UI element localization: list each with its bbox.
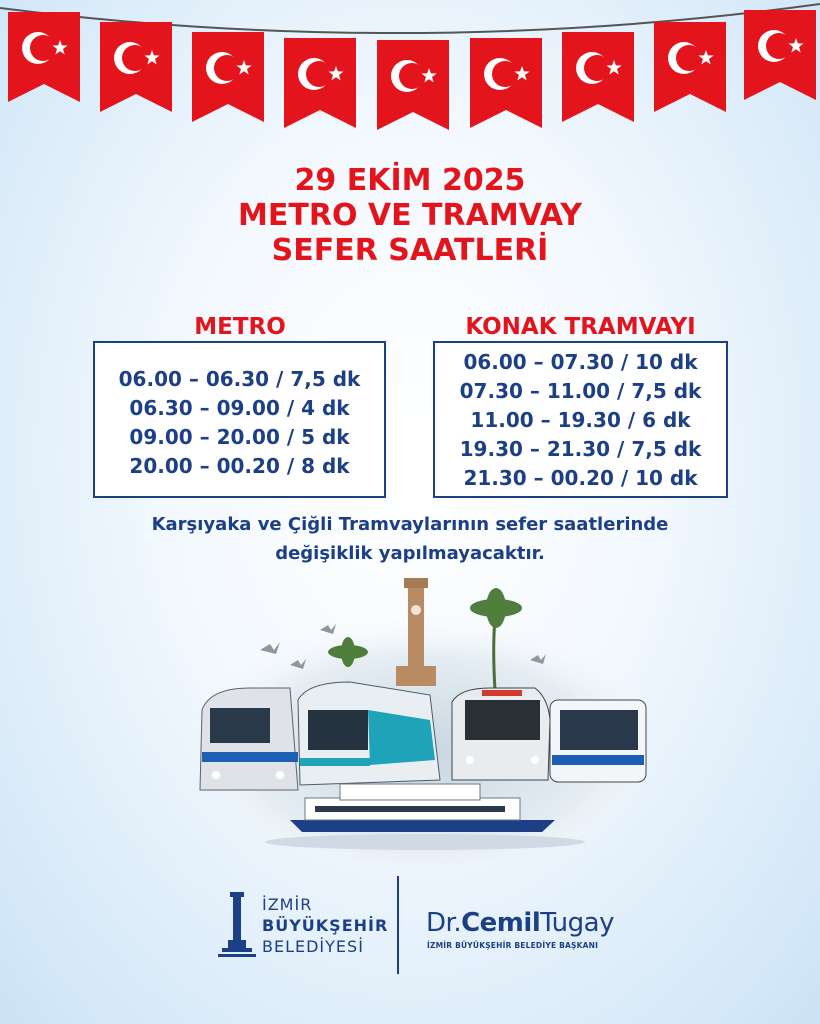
tram-row: 11.00 – 19.30 / 6 dk bbox=[470, 408, 691, 432]
turkish-flag-icon bbox=[470, 38, 542, 128]
tram-schedule-box bbox=[433, 341, 728, 498]
municipality-line-2: BÜYÜKŞEHİR bbox=[262, 916, 389, 935]
turkish-flag-icon bbox=[192, 32, 264, 122]
metro-row: 09.00 – 20.00 / 5 dk bbox=[129, 425, 350, 449]
municipality-name bbox=[262, 894, 388, 957]
turkish-flag-icon bbox=[100, 22, 172, 112]
title-line-2: METRO VE TRAMVAY bbox=[238, 198, 582, 233]
metro-train-icon bbox=[200, 688, 298, 790]
title-line-3: SEFER SAATLERİ bbox=[271, 233, 549, 268]
turkish-flag-icon bbox=[744, 10, 816, 100]
tram-icon bbox=[298, 682, 440, 785]
turkish-flag-icon bbox=[8, 12, 80, 102]
bus-icon bbox=[550, 700, 646, 782]
title-date: 29 EKİM 2025 bbox=[294, 163, 526, 198]
turkish-flag-icon bbox=[654, 22, 726, 112]
transit-illustration bbox=[190, 570, 650, 870]
flag-bunting bbox=[0, 0, 820, 140]
turkish-flag-icon bbox=[284, 38, 356, 128]
mayor-name bbox=[426, 908, 614, 938]
tram-row: 06.00 – 07.30 / 10 dk bbox=[463, 350, 698, 374]
metro-schedule-box bbox=[93, 341, 386, 498]
tram-row: 07.30 – 11.00 / 7,5 dk bbox=[459, 379, 702, 403]
mayor-title: İZMİR BÜYÜKŞEHİR BELEDİYE BAŞKANI bbox=[427, 941, 599, 950]
izmir-clock-tower-logo bbox=[218, 890, 256, 962]
izban-train-icon bbox=[452, 688, 550, 780]
tram-row: 19.30 – 21.30 / 7,5 dk bbox=[459, 437, 702, 461]
mayor-first-name: Cemil bbox=[461, 908, 541, 938]
tram-row: 21.30 – 00.20 / 10 dk bbox=[463, 466, 698, 490]
footer-divider bbox=[397, 876, 399, 974]
municipality-line-1: İZMİR bbox=[262, 895, 313, 914]
turkish-flag-icon bbox=[377, 40, 449, 130]
note-line-2: değişiklik yapılmayacaktır. bbox=[275, 543, 545, 564]
metro-heading: METRO bbox=[194, 314, 286, 340]
note-line-1: Karşıyaka ve Çiğli Tramvaylarının sefer saatlerinde bbox=[151, 514, 669, 535]
mayor-prefix: Dr. bbox=[426, 908, 462, 938]
metro-row: 06.30 – 09.00 / 4 dk bbox=[129, 396, 350, 420]
metro-row: 20.00 – 00.20 / 8 dk bbox=[129, 454, 350, 478]
turkish-flag-icon bbox=[562, 32, 634, 122]
metro-row: 06.00 – 06.30 / 7,5 dk bbox=[118, 367, 361, 391]
mayor-last-name: Tugay bbox=[540, 908, 614, 938]
tram-heading: KONAK TRAMVAYI bbox=[465, 314, 696, 340]
municipality-line-3: BELEDİYESİ bbox=[262, 937, 364, 956]
